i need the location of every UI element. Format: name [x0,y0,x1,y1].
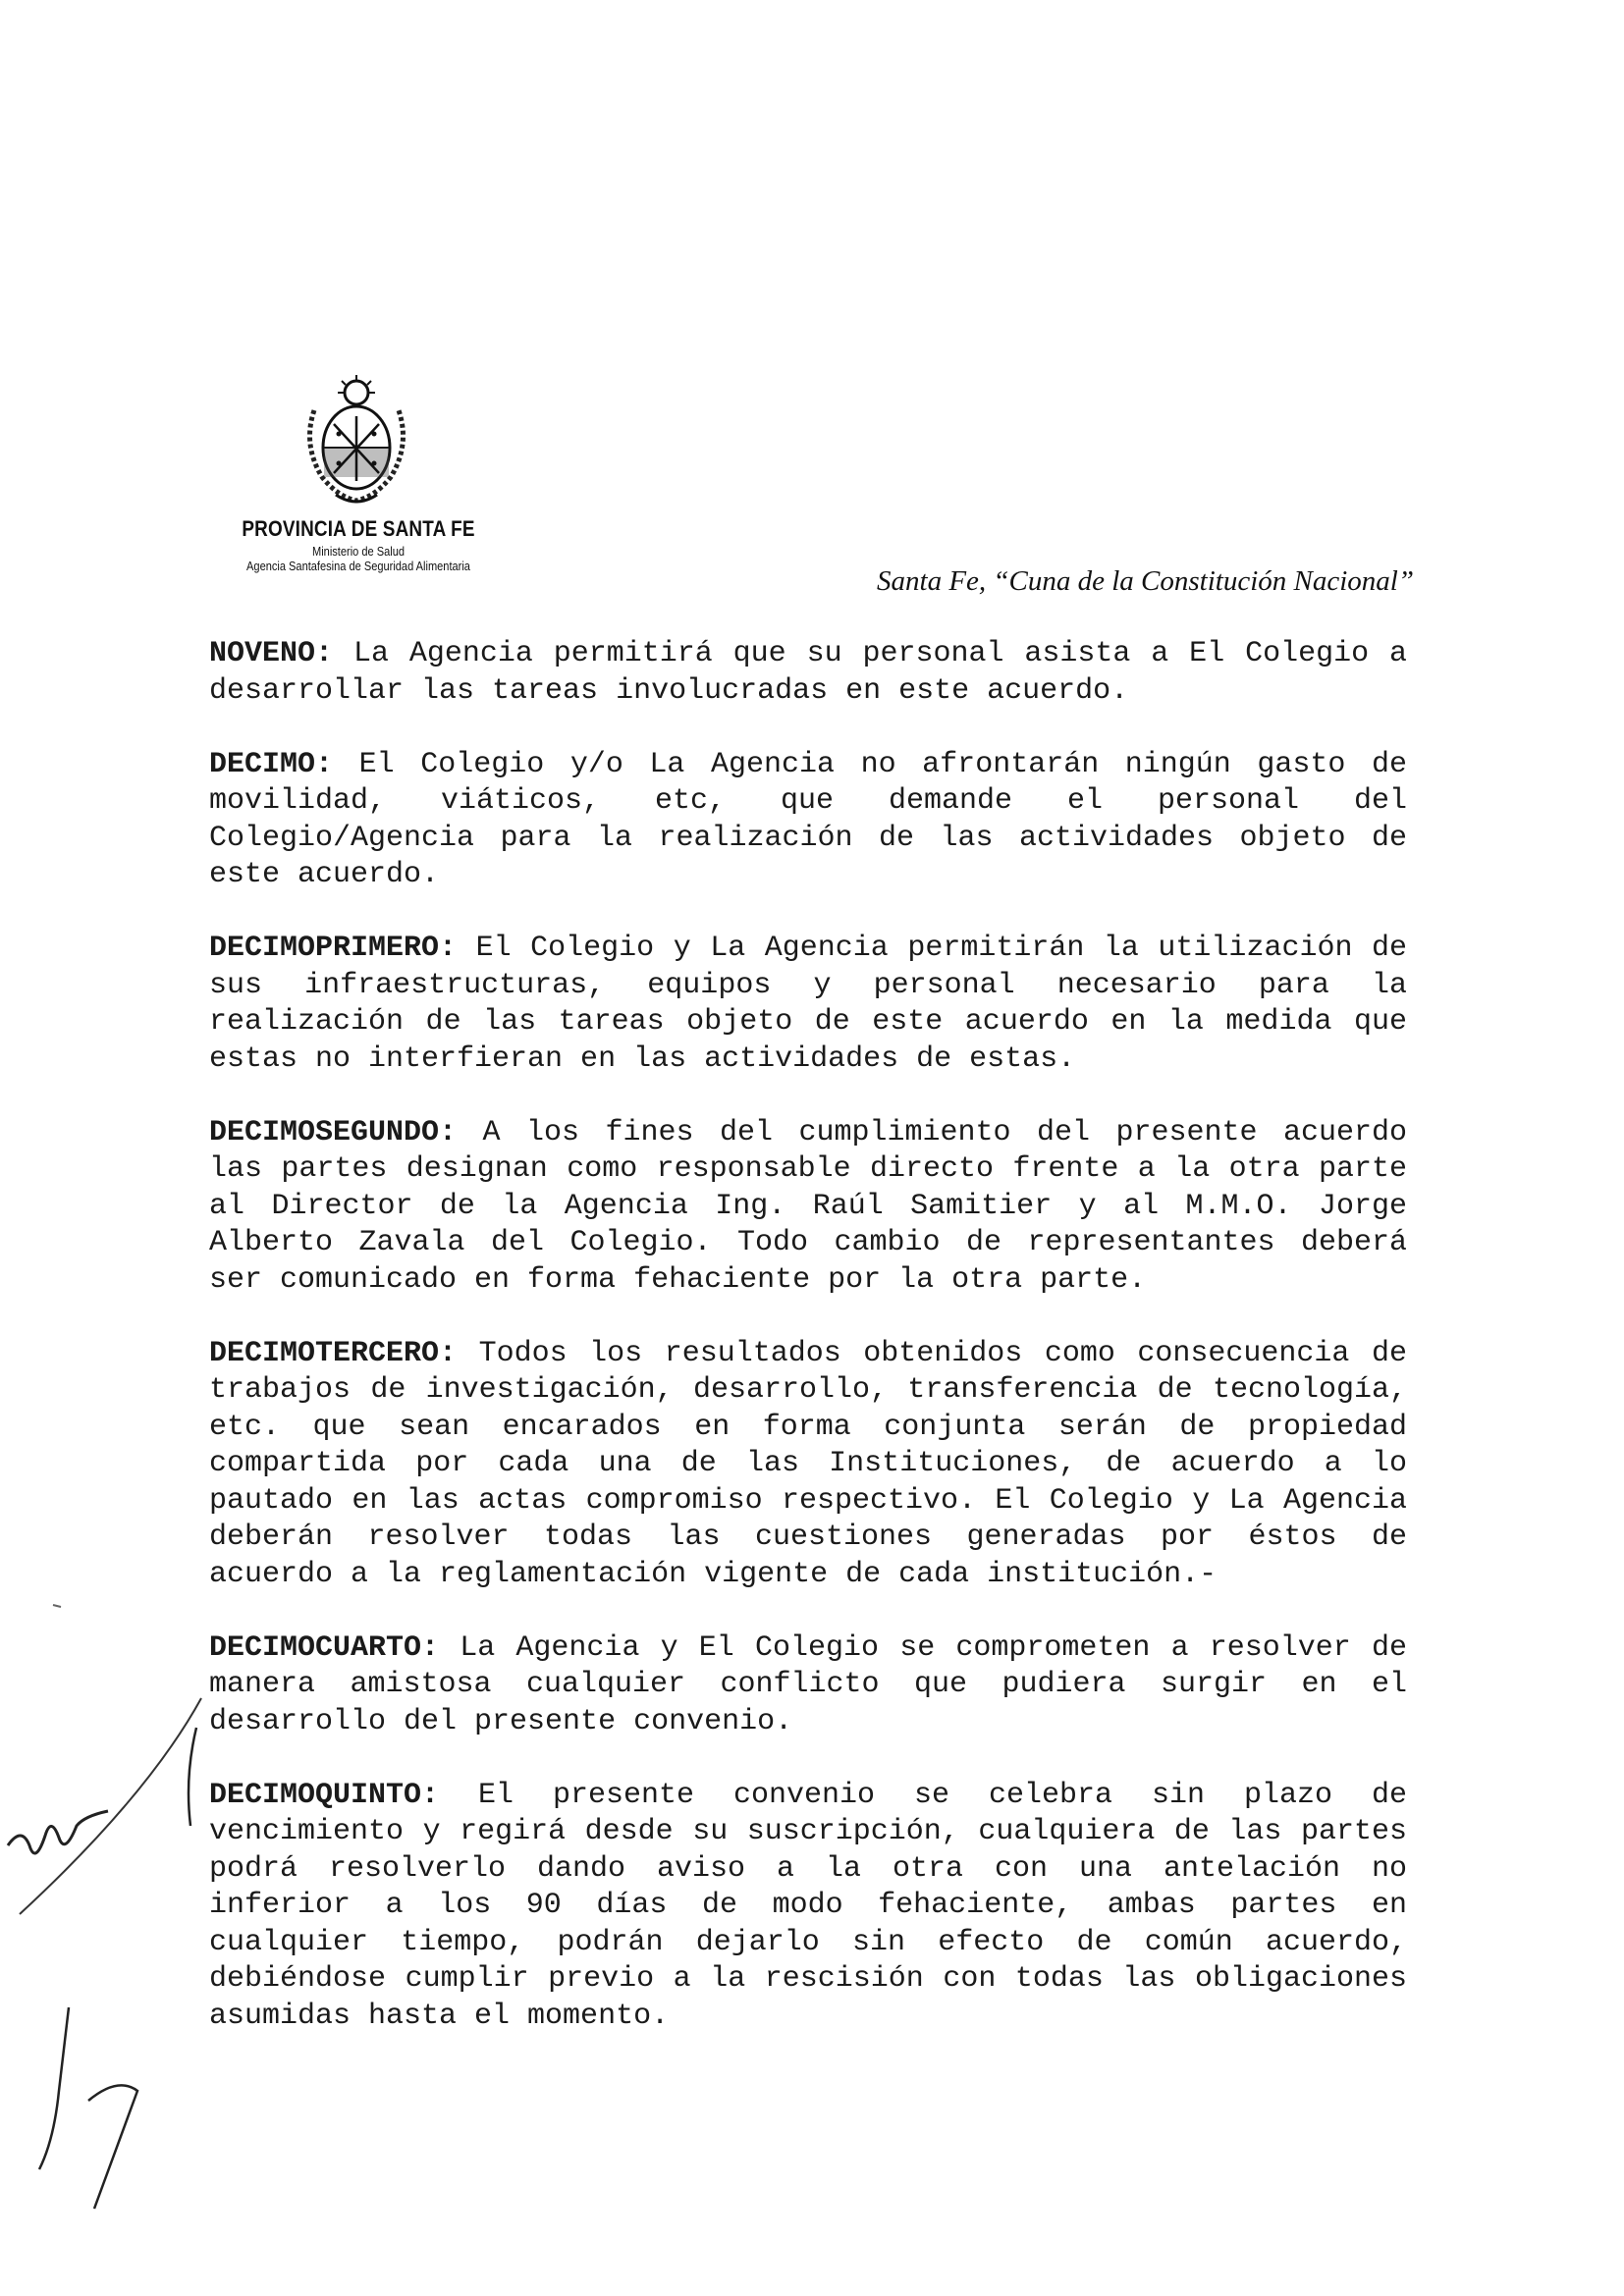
clause-decimocuarto [209,1630,1407,1741]
clause-title: DECIMOCUARTO: [209,1630,440,1665]
clause-title: NOVENO: [209,637,334,670]
ministry-name: Ministerio de Salud [312,544,405,559]
clause-decimosegundo [209,1115,1407,1300]
motto: Santa Fe, “Cuna de la Constitución Nacional” [877,565,1414,597]
letterhead [196,371,1414,607]
clause-title: DECIMOQUINTO: [209,1778,440,1812]
diagonal-stroke-mark [20,1698,201,1914]
clause-text: Todos los resultados obtenidos como consecuencia de trabajos de investigación, desarrollo, transferencia de tecnología, etc. que sean encarados en forma conjunta serán de propiedad compartida por cada una de las Instituciones, de acuerdo a lo pautado en las actas compromiso respectivo. El Colegio y La Agencia deberán resolver todas las cuestiones generadas por éstos de acuerdo a la reglamentación vigente de cada institución.- [209,1336,1407,1591]
margin-bracket-mark [189,1728,196,1826]
document-body [209,636,1407,2072]
institution-block [196,516,520,573]
clause-decimotercero [209,1336,1407,1594]
clause-decimoprimero [209,931,1407,1078]
page-mark-right [88,2085,137,2209]
agency-name: Agencia Santafesina de Seguridad Alimentaria [246,559,470,573]
clause-text: La Agencia y El Colegio se comprometen a resolver de manera amistosa cualquier conflicto que pudiera surgir en el desarrollo del presente convenio. [209,1630,1407,1738]
clause-title: DECIMO: [209,747,334,781]
clause-text: El Colegio y/o La Agencia no afrontarán ningún gasto de movilidad, viáticos, etc, que demande el personal del Colegio/Agencia para la realización de las actividades objeto de este acuerdo. [209,747,1407,891]
page-mark-left [39,2007,69,2169]
clause-noveno [209,636,1407,710]
clause-decimoquinto [209,1778,1407,2036]
clause-text: La Agencia permitirá que su personal asista a El Colegio a desarrollar las tareas involucradas en este acuerdo. [209,637,1407,708]
clause-title: DECIMOSEGUNDO: [209,1115,458,1149]
initials-signature [8,1811,108,1853]
clause-text: A los fines del cumplimiento del presente acuerdo las partes designan como responsable directo frente a la otra parte al Director de la Agencia Ing. Raúl Samitier y al M.M.O. Jorge Alberto Zavala del Colegio. Todo cambio de representantes deberá ser comunicado en forma fehaciente por la otra parte. [209,1115,1407,1297]
clause-title: DECIMOPRIMERO: [209,932,458,965]
provincial-seal-icon [295,371,418,508]
institution-name: PROVINCIA DE SANTA FE [242,516,475,541]
clause-text: El presente convenio se celebra sin plazo de vencimiento y regirá desde su suscripción, cualquiera de las partes podrá resolverlo dando aviso a la otra con una antelación no inferior a los 90 días de modo fehaciente, ambas partes en cualquier tiempo, podrán dejarlo sin efecto de común acuerdo, debiéndose cumplir previo a la rescisión con todas las obligaciones asumidas hasta el momento. [209,1778,1407,2033]
clause-text: El Colegio y La Agencia permitirán la utilización de sus infraestructuras, equipos y personal necesario para la realización de las tareas objeto de este acuerdo en la medida que estas no interfieran en las actividades de estas. [209,932,1407,1076]
clause-title: DECIMOTERCERO: [209,1336,458,1370]
clause-decimo [209,747,1407,894]
